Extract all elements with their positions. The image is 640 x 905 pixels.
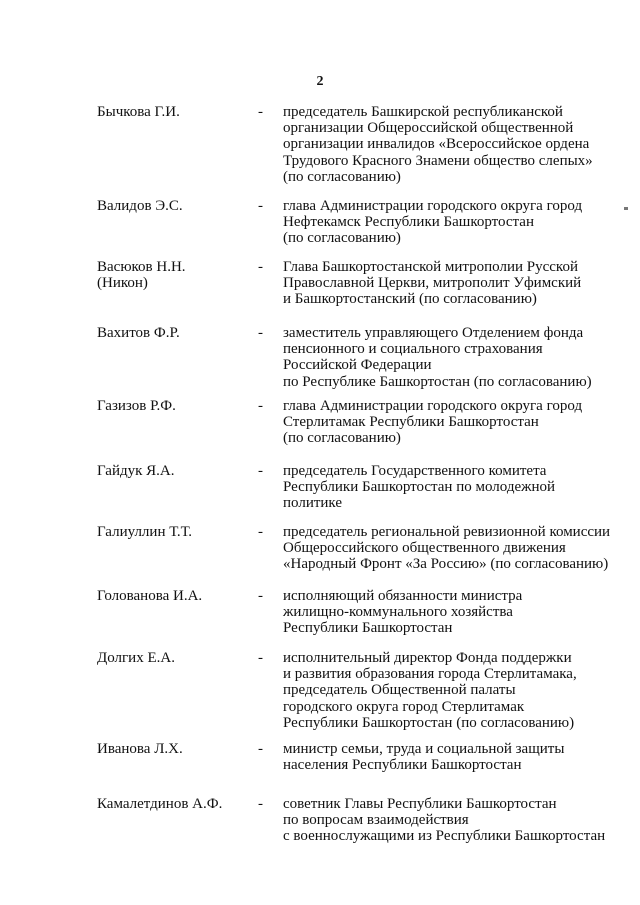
- position-description: [283, 796, 605, 845]
- description-line: председатель Государственного комитета: [283, 463, 547, 479]
- description-line: министр семьи, труда и социальной защиты: [283, 741, 565, 757]
- description-line: председатель Общественной палаты: [283, 682, 516, 699]
- description-line: пенсионного и социального страхования: [283, 341, 543, 358]
- description-line: председатель Башкирской республиканской: [283, 104, 563, 120]
- description-line: по Республике Башкортостан (по согласованию): [283, 373, 592, 390]
- person-name: [97, 796, 222, 812]
- description-line: и развития образования города Стерлитамака,: [283, 666, 577, 683]
- description-line: Республики Башкортостан: [283, 620, 453, 637]
- description-line: советник Главы Республики Башкортостан: [283, 796, 557, 812]
- person-name: [97, 325, 180, 341]
- position-description: [283, 741, 564, 773]
- position-description: [283, 524, 610, 573]
- dash-separator: -: [258, 198, 263, 214]
- description-line: Православной Церкви, митрополит Уфимский: [283, 275, 582, 292]
- position-description: [283, 650, 577, 731]
- description-line: (по согласованию): [283, 168, 401, 185]
- person-name: [97, 259, 186, 291]
- person-name: [97, 588, 202, 604]
- person-name-line: Бычкова Г.И.: [97, 104, 180, 120]
- person-name: [97, 398, 176, 414]
- person-name-line: Галиуллин Т.Т.: [97, 524, 193, 540]
- description-line: Республики Башкортостан (по согласованию): [283, 714, 575, 731]
- page-number: 2: [316, 74, 324, 89]
- description-line: городского округа город Стерлитамак: [283, 698, 525, 715]
- dash-separator: -: [258, 398, 263, 414]
- person-name: [97, 741, 183, 757]
- description-line: Стерлитамак Республики Башкортостан: [283, 414, 539, 431]
- description-line: Российской Федерации: [283, 357, 432, 374]
- dash-separator: -: [258, 259, 263, 275]
- description-line: глава Администрации городского округа город: [283, 398, 583, 414]
- description-line: с военнослужащими из Республики Башкортостан: [283, 828, 606, 845]
- description-line: жилищно-коммунального хозяйства: [283, 604, 513, 621]
- position-description: [283, 104, 593, 185]
- description-line: исполнительный директор Фонда поддержки: [283, 650, 572, 666]
- position-description: [283, 198, 582, 247]
- description-line: Нефтекамск Республики Башкортостан: [283, 214, 534, 231]
- dash-separator: -: [258, 463, 263, 479]
- dash-separator: -: [258, 325, 263, 341]
- person-name: [97, 463, 175, 479]
- dash-separator: -: [258, 796, 263, 812]
- person-name: [97, 650, 175, 666]
- person-name-line: Валидов Э.С.: [97, 198, 183, 214]
- person-name-line: (Никон): [97, 275, 148, 292]
- description-line: организации Общероссийской общественной: [283, 120, 574, 137]
- dash-separator: -: [258, 741, 263, 757]
- description-line: и Башкортостанский (по согласованию): [283, 291, 537, 308]
- position-description: [283, 259, 581, 308]
- dash-separator: -: [258, 104, 263, 120]
- description-line: глава Администрации городского округа город: [283, 198, 583, 214]
- person-name-line: Камалетдинов А.Ф.: [97, 796, 223, 812]
- position-description: [283, 398, 582, 447]
- person-name: [97, 198, 183, 214]
- position-description: [283, 325, 592, 390]
- description-line: «Народный Фронт «За Россию» (по согласованию): [283, 556, 609, 573]
- description-line: Глава Башкортостанской митрополии Русской: [283, 259, 578, 275]
- person-name-line: Иванова Л.Х.: [97, 741, 183, 757]
- dash-separator: -: [258, 650, 263, 666]
- description-line: (по согласованию): [283, 430, 401, 447]
- scan-mark: [624, 207, 628, 210]
- person-name-line: Васюков Н.Н.: [97, 259, 186, 275]
- description-line: по вопросам взаимодействия: [283, 812, 469, 829]
- person-name: [97, 104, 180, 120]
- description-line: населения Республики Башкортостан: [283, 757, 522, 774]
- description-line: политике: [283, 495, 342, 512]
- description-line: Республики Башкортостан по молодежной: [283, 479, 556, 496]
- person-name-line: Голованова И.А.: [97, 588, 203, 604]
- description-line: организации инвалидов «Всероссийское ордена: [283, 136, 590, 153]
- description-line: (по согласованию): [283, 230, 401, 247]
- person-name-line: Гайдук Я.А.: [97, 463, 175, 479]
- dash-separator: -: [258, 524, 263, 540]
- description-line: Общероссийского общественного движения: [283, 540, 566, 557]
- position-description: [283, 588, 522, 637]
- person-name-line: Газизов Р.Ф.: [97, 398, 176, 414]
- description-line: Трудового Красного Знамени общество слепых»: [283, 152, 593, 169]
- person-name: [97, 524, 192, 540]
- position-description: [283, 463, 555, 512]
- description-line: председатель региональной ревизионной комиссии: [283, 524, 611, 540]
- dash-separator: -: [258, 588, 263, 604]
- person-name-line: Вахитов Ф.Р.: [97, 325, 180, 341]
- person-name-line: Долгих Е.А.: [97, 650, 175, 666]
- description-line: исполняющий обязанности министра: [283, 588, 523, 604]
- description-line: заместитель управляющего Отделением фонда: [283, 325, 584, 341]
